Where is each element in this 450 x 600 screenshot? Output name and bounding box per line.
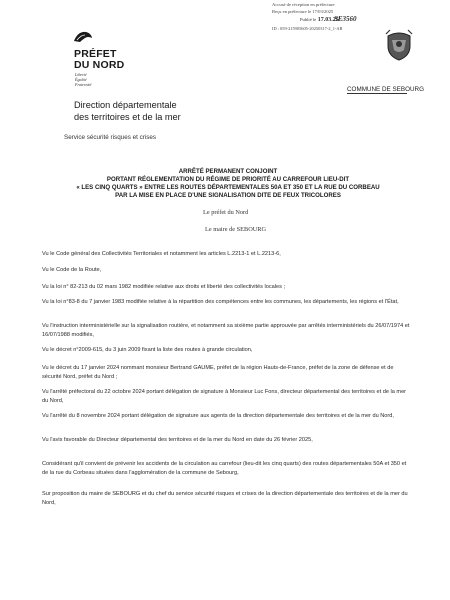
document-subtitle: « LES CINQ QUARTS » ENTRE LES ROUTES DÉPARTEMENTALES 50A ET 350 ET LA RUE DU CORBEAU	[76, 184, 380, 191]
stamp-date: Publié le 17.03.25	[300, 17, 339, 23]
divider	[347, 93, 407, 94]
marianne-icon	[72, 29, 94, 43]
republic-motto: Liberté Égalité Fraternité	[75, 72, 92, 87]
recital: Vu le décret du 17 janvier 2024 nommant monsieur Bertrand GAUME, préfet de la région Hauts-de-France, préfet de la zone de défense et de sécurité Nord, préfet du Nord ;	[42, 365, 394, 380]
document-title: ARRÊTÉ PERMANENT CONJOINT	[178, 168, 278, 175]
reception-stamp	[272, 1, 372, 15]
considering-clause: Considérant qu'il convient de prévenir les accidents de la circulation au carrefour (lieu-dit les cinq quarts) des routes départementales 50A et 350 et de la rue du Corbeau situées dans l'agglomération de la commune de Sebourg,	[42, 461, 407, 476]
recital: Vu l'arrêté préfectoral du 22 octobre 2024 portant délégation de signature à Monsieur Luc Fons, directeur départemental des territoires et de la mer du Nord,	[42, 389, 407, 404]
authority-prefect: Le préfet du Nord	[203, 209, 249, 216]
stamp-line: Reçu en préfecture le 17/03/2025	[272, 9, 334, 14]
recital: Vu le Code de la Route,	[42, 267, 102, 273]
document-subtitle: PAR LA MISE EN PLACE D'UNE SIGNALISATION DITE DE FEUX TRICOLORES	[115, 192, 341, 199]
reference-line: ID : 059-215905605-20250317-2_1-AR	[272, 26, 343, 31]
recital: Vu l'avis favorable du Directeur départemental des territoires et de la mer du Nord en date du 26 février 2025,	[42, 437, 313, 443]
recital: Vu la loi n° 82-213 du 02 mars 1982 modifiée relative aux droits et liberté des collectivités locales ;	[42, 284, 286, 290]
recital: Vu l'instruction interministérielle sur la signalisation routière, et notamment sa sixième partie approuvée par arrêtés interministériels du 26/07/1974 et 16/07/1988 modifiés,	[42, 323, 410, 338]
recital: Vu le décret n°2009-615, du 3 juin 2009 fixant la liste des routes à grande circulation,	[42, 347, 253, 353]
issuing-service: Service sécurité risques et crises	[64, 134, 157, 141]
recital: Vu le Code général des Collectivités Territoriales et notamment les articles L.2213-1 et L.2213-6,	[42, 251, 281, 257]
stamp-code: SE3560	[334, 15, 357, 23]
issuing-direction: Direction départementale des territoires et de la mer	[74, 100, 181, 122]
logo-line-2: DU NORD	[74, 59, 125, 71]
coat-of-arms-icon	[382, 28, 416, 62]
recital: Vu la loi n°83-8 du 7 janvier 1983 modifiée relative à la répartition des compétences entre les communes, les départements, les régions et l'État,	[42, 299, 399, 305]
document-subtitle: PORTANT RÉGLEMENTATION DU RÉGIME DE PRIORITÉ AU CARREFOUR LIEU-DIT	[106, 176, 350, 183]
commune-name: COMMUNE DE SEBOURG	[347, 86, 424, 93]
recital: Vu l'arrêté du 8 novembre 2024 portant délégation de signature aux agents de la direction départementale des territoires et de la mer du Nord,	[42, 413, 394, 419]
stamp-line: Accusé de réception en préfecture	[272, 2, 335, 7]
proposal-clause: Sur proposition du maire de SEBOURG et du chef du service sécurité risques et crises de la direction départementale des territoires et de la mer du Nord,	[42, 491, 408, 506]
logo-line-1: PRÉFET	[74, 48, 117, 60]
authority-mayor: Le maire de SEBOURG	[205, 226, 267, 233]
